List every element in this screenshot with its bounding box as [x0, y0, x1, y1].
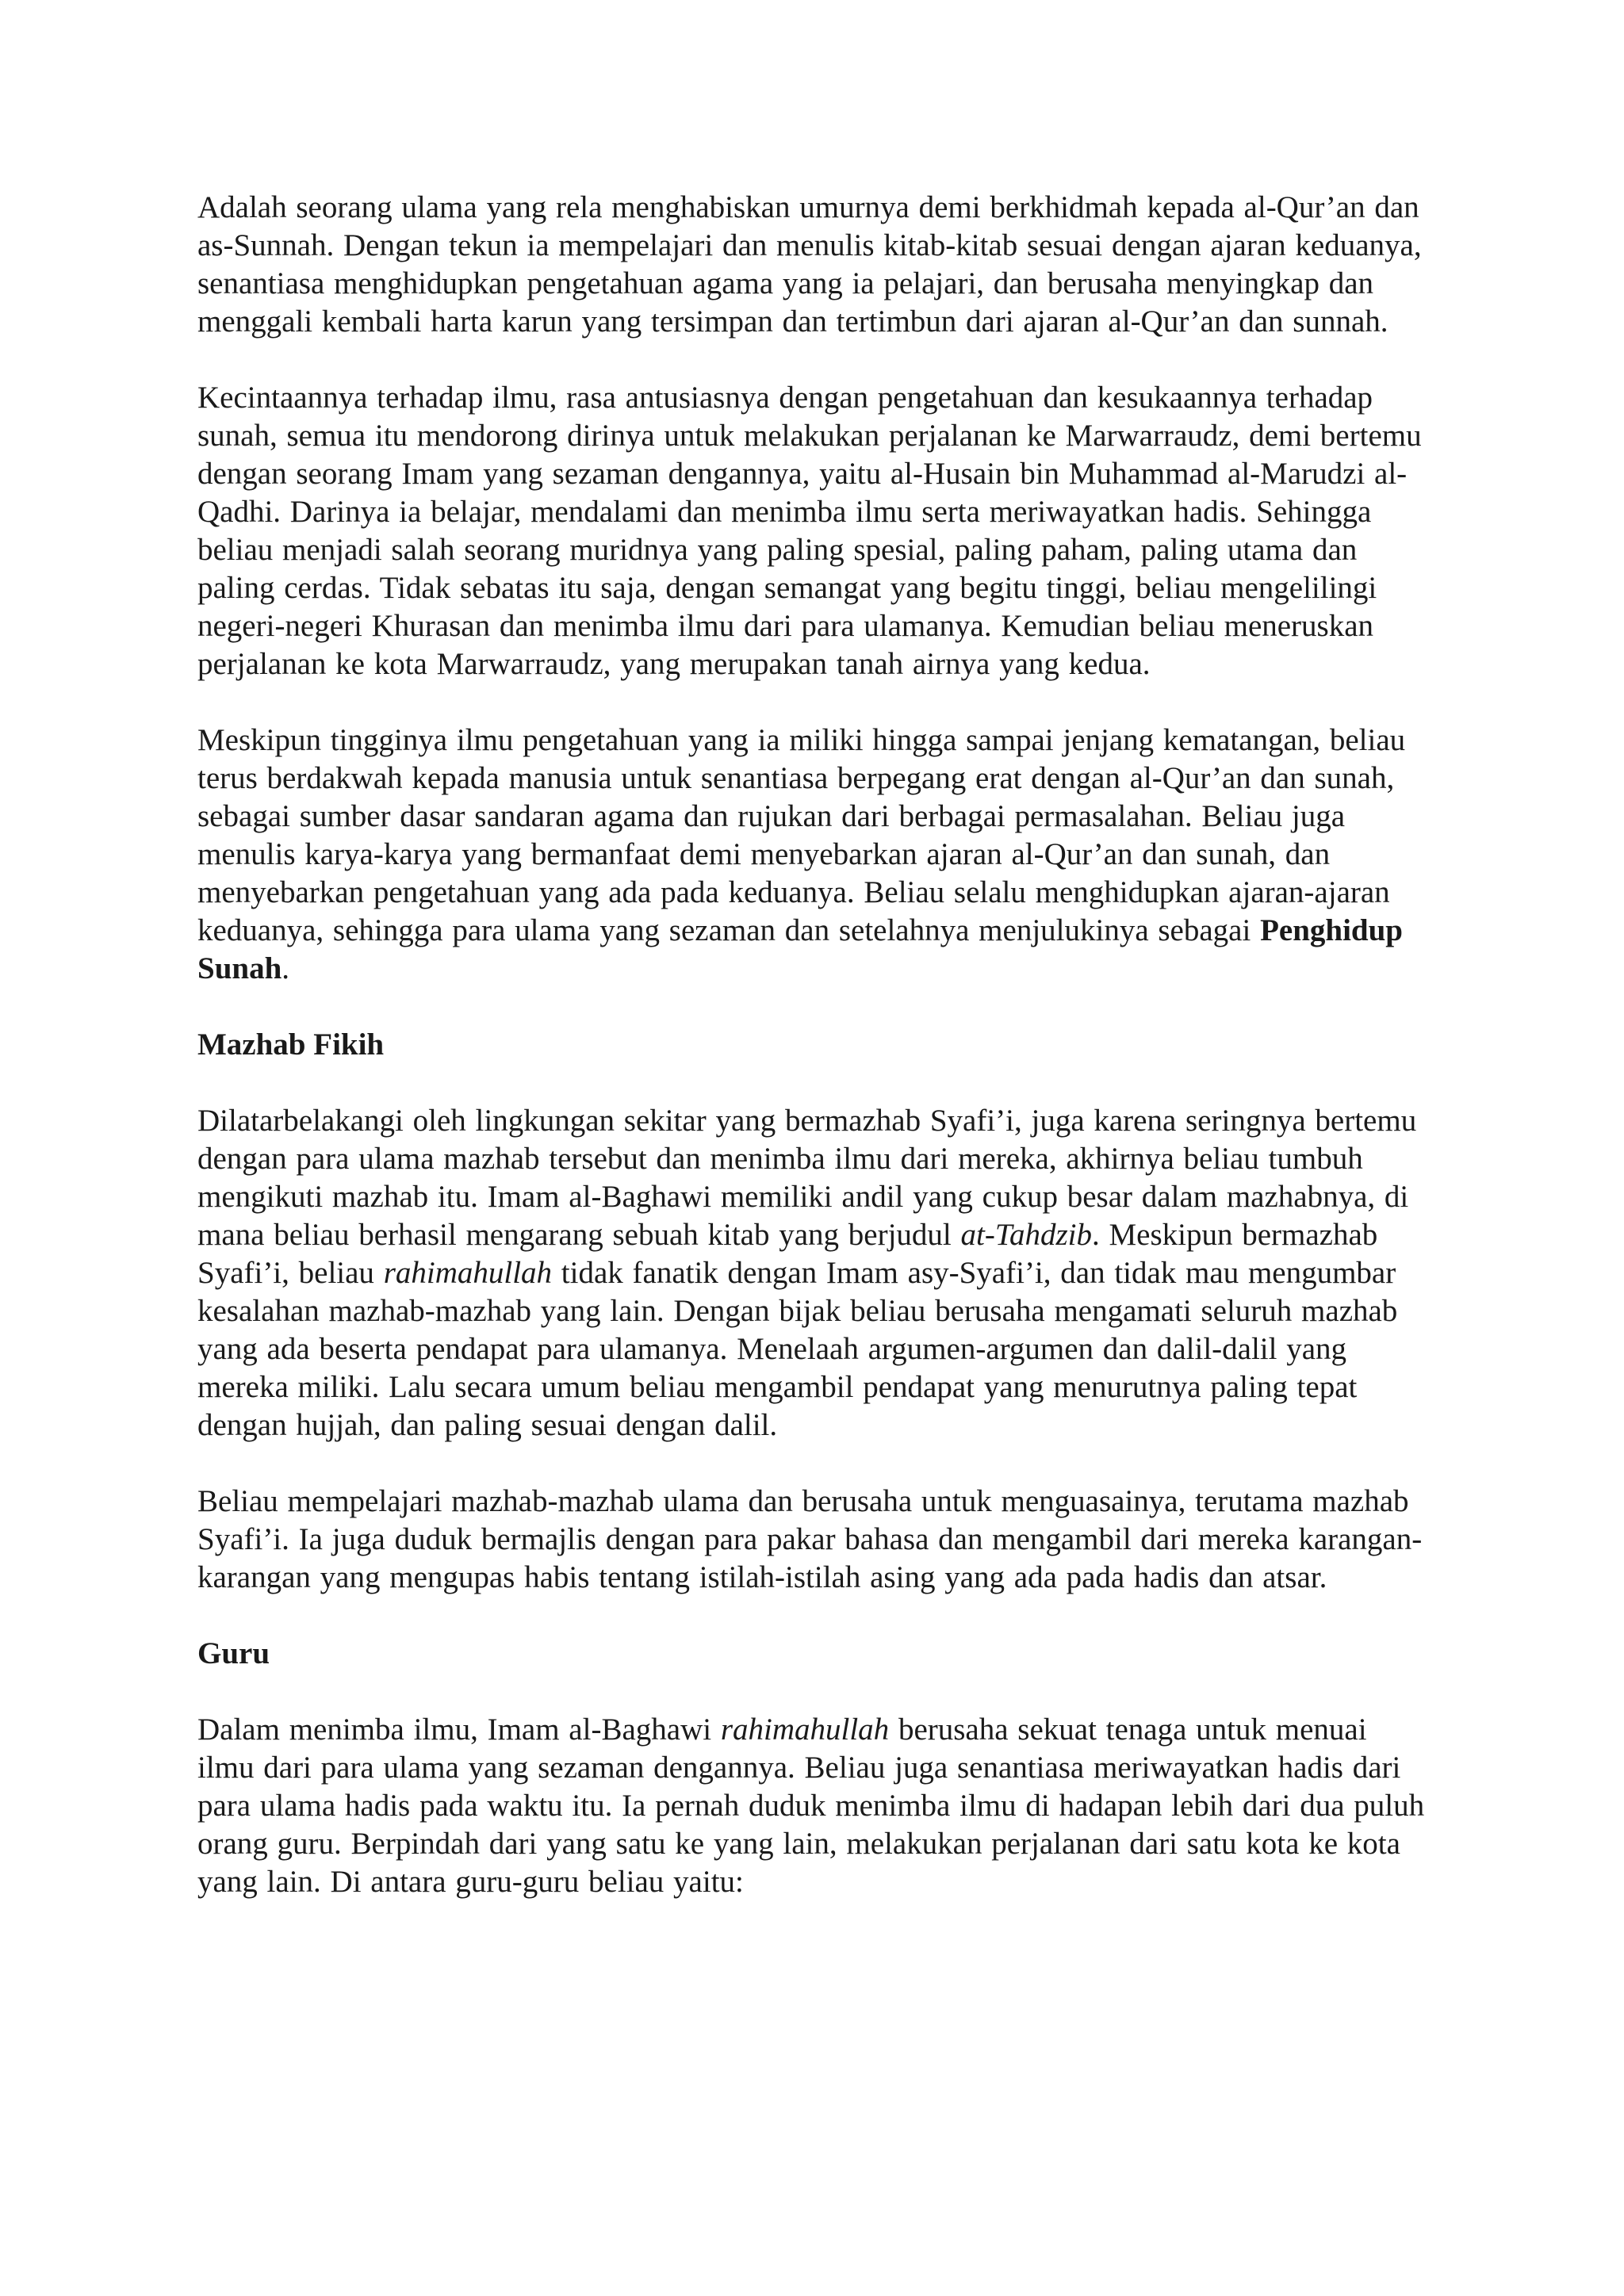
paragraph-guru — [197, 1711, 1427, 1901]
paragraph-study-mazhab — [197, 1483, 1427, 1597]
paragraph-dakwah-text: Meskipun tingginya ilmu pengetahuan yang ia miliki hingga sampai jenjang kematangan, beliau terus berdakwah kepada manusia untuk senantiasa berpegang erat dengan al-Qur’an dan sunah, sebagai sumber dasar sandaran agama dan rujukan dari berbagai permasalahan. Beliau juga menulis karya-karya yang bermanfaat demi menyebarkan ajaran al-Qur’an dan sunah, dan menyebarkan pengetahuan yang ada pada keduanya. Beliau selalu menghidupkan ajaran-ajaran keduanya, sehingga para ulama yang sezaman dan setelahnya menjulukinya sebagai — [197, 723, 1406, 947]
paragraph-mazhab-text-3: tidak fanatik dengan Imam asy-Syafi’i, dan tidak mau mengumbar kesalahan mazhab-mazhab yang lain. Dengan bijak beliau berusaha mengamati seluruh mazhab yang ada beserta pendapat para ulamanya. Menelaah argumen-argumen dan dalil-dalil yang mereka miliki. Lalu secara umum beliau mengambil pendapat yang menurutnya paling tepat dengan hujjah, dan paling sesuai dengan dalil. — [197, 1256, 1398, 1442]
paragraph-love-of-knowledge-text: Kecintaannya terhadap ilmu, rasa antusiasnya dengan pengetahuan dan kesukaannya terhadap sunah, semua itu mendorong dirinya untuk melakukan perjalanan ke Marwarraudz, demi bertemu dengan seorang Imam yang sezaman dengannya, yaitu al-Husain bin Muhammad al-Marudzi al-Qadhi. Darinya ia belajar, mendalami dan menimba ilmu serta meriwayatkan hadis. Sehingga beliau menjadi salah seorang muridnya yang paling spesial, paling paham, paling utama dan paling cerdas. Tidak sebatas itu saja, dengan semangat yang begitu tinggi, beliau mengelilingi negeri-negeri Khurasan dan menimba ilmu dari para ulamanya. Kemudian beliau meneruskan perjalanan ke kota Marwarraudz, yang merupakan tanah airnya yang kedua. — [197, 381, 1422, 681]
paragraph-study-mazhab-text: Beliau mempelajari mazhab-mazhab ulama dan berusaha untuk menguasainya, terutama mazhab Syafi’i. Ia juga duduk bermajlis dengan para pakar bahasa dan mengambil dari mereka karangan-karangan yang mengupas habis tentang istilah-istilah asing yang ada pada hadis dan atsar. — [197, 1484, 1423, 1594]
italic-honorific-guru: rahimahullah — [720, 1712, 890, 1747]
heading-guru: Guru — [197, 1636, 270, 1670]
paragraph-guru-text-2: berusaha sekuat tenaga untuk menuai ilmu dari para ulama yang sezaman dengannya. Beliau juga senantiasa meriwayatkan hadis dari para ulama hadis pada waktu itu. Ia pernah duduk menimba ilmu di hadapan lebih dari dua puluh orang guru. Berpindah dari yang satu ke yang lain, melakukan perjalanan dari satu kota ke kota yang lain. Di antara guru-guru beliau yaitu: — [197, 1712, 1425, 1899]
paragraph-mazhab-text-2: . Meskipun bermazhab Syafi’i, beliau — [197, 1218, 1378, 1290]
document-body — [197, 189, 1427, 1939]
italic-honorific: rahimahullah — [383, 1256, 553, 1290]
paragraph-love-of-knowledge — [197, 379, 1427, 683]
paragraph-dakwah — [197, 721, 1427, 988]
heading-mazhab-fikih: Mazhab Fikih — [197, 1027, 385, 1062]
bold-title-penghidup-sunah: Penghidup Sunah — [197, 913, 1403, 985]
paragraph-dakwah-end: . — [282, 951, 290, 985]
italic-book-title: at-Tahdzib — [960, 1218, 1092, 1252]
paragraph-mazhab-text-1: Dilatarbelakangi oleh lingkungan sekitar yang bermazhab Syafi’i, juga karena seringnya bertemu dengan para ulama mazhab tersebut dan menimba ilmu dari mereka, akhirnya beliau tumbuh mengikuti mazhab itu. Imam al-Baghawi memiliki andil yang cukup besar dalam mazhabnya, di mana beliau berhasil mengarang sebuah kitab yang berjudul — [197, 1104, 1417, 1252]
paragraph-intro — [197, 189, 1427, 341]
paragraph-intro-text: Adalah seorang ulama yang rela menghabiskan umurnya demi berkhidmah kepada al-Qur’an dan as-Sunnah. Dengan tekun ia mempelajari dan menulis kitab-kitab sesuai dengan ajaran keduanya, senantiasa menghidupkan pengetahuan agama yang ia pelajari, dan berusaha menyingkap dan menggali kembali harta karun yang tersimpan dan tertimbun dari ajaran al-Qur’an dan sunnah. — [197, 190, 1422, 339]
paragraph-guru-text-1: Dalam menimba ilmu, Imam al-Baghawi — [197, 1712, 721, 1747]
paragraph-mazhab — [197, 1102, 1427, 1445]
